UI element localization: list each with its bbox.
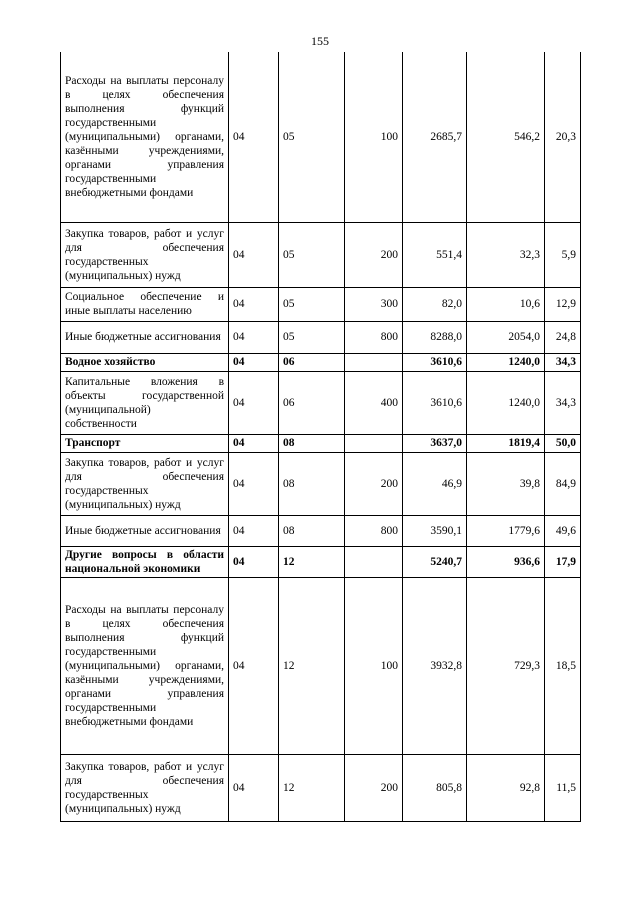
row-planned: 3637,0 (403, 434, 467, 452)
row-section: 04 (229, 452, 279, 515)
row-percent: 50,0 (545, 434, 581, 452)
row-executed: 546,2 (467, 52, 545, 222)
table-row (61, 321, 581, 353)
row-planned: 8288,0 (403, 321, 467, 353)
table-row (61, 287, 581, 321)
table-row (61, 577, 581, 754)
row-name: Водное хозяйство (61, 353, 229, 371)
page-number: 155 (311, 34, 329, 48)
row-subsection: 08 (279, 515, 345, 546)
row-planned: 82,0 (403, 287, 467, 321)
row-name: Другие вопросы в области национальной экономики (61, 546, 229, 577)
row-expense-type: 100 (345, 52, 403, 222)
row-percent: 49,6 (545, 515, 581, 546)
row-percent: 84,9 (545, 452, 581, 515)
row-section: 04 (229, 287, 279, 321)
row-percent: 5,9 (545, 222, 581, 287)
row-name: Расходы на выплаты персоналу в целях обеспечения выполнения функций государственными (муниципальными) органами, казёнными учреждениями, органами управления государственными внебюджетными фондами (61, 577, 229, 754)
row-section: 04 (229, 52, 279, 222)
row-expense-type: 200 (345, 222, 403, 287)
row-expense-type: 800 (345, 321, 403, 353)
row-expense-type: 400 (345, 371, 403, 434)
row-section: 04 (229, 546, 279, 577)
row-name: Капитальные вложения в объекты государственной (муниципальной) собственности (61, 371, 229, 434)
row-planned: 3932,8 (403, 577, 467, 754)
row-subsection: 08 (279, 434, 345, 452)
row-executed: 39,8 (467, 452, 545, 515)
row-planned: 805,8 (403, 754, 467, 821)
row-executed: 2054,0 (467, 321, 545, 353)
row-subsection: 12 (279, 546, 345, 577)
row-percent: 17,9 (545, 546, 581, 577)
table-row (61, 546, 581, 577)
row-subsection: 12 (279, 577, 345, 754)
row-section: 04 (229, 434, 279, 452)
row-executed: 936,6 (467, 546, 545, 577)
row-name: Транспорт (61, 434, 229, 452)
row-section: 04 (229, 222, 279, 287)
row-planned: 3590,1 (403, 515, 467, 546)
row-expense-type: 200 (345, 754, 403, 821)
row-section: 04 (229, 577, 279, 754)
row-name: Закупка товаров, работ и услуг для обеспечения государственных (муниципальных) нужд (61, 222, 229, 287)
row-expense-type (345, 434, 403, 452)
row-executed: 1240,0 (467, 353, 545, 371)
row-name: Расходы на выплаты персоналу в целях обеспечения выполнения функций государственными (муниципальными) органами, казёнными учреждениями, органами управления государственными внебюджетными фондами (61, 52, 229, 222)
row-section: 04 (229, 754, 279, 821)
row-subsection: 08 (279, 452, 345, 515)
row-executed: 10,6 (467, 287, 545, 321)
row-planned: 3610,6 (403, 371, 467, 434)
row-expense-type (345, 546, 403, 577)
row-section: 04 (229, 515, 279, 546)
row-name: Иные бюджетные ассигнования (61, 321, 229, 353)
row-executed: 32,3 (467, 222, 545, 287)
row-planned: 3610,6 (403, 353, 467, 371)
table-row (61, 515, 581, 546)
row-percent: 11,5 (545, 754, 581, 821)
row-section: 04 (229, 321, 279, 353)
row-subsection: 05 (279, 321, 345, 353)
row-expense-type: 200 (345, 452, 403, 515)
row-planned: 5240,7 (403, 546, 467, 577)
row-percent: 18,5 (545, 577, 581, 754)
row-percent: 20,3 (545, 52, 581, 222)
row-subsection: 12 (279, 754, 345, 821)
table-row (61, 754, 581, 821)
table-row (61, 434, 581, 452)
row-subsection: 05 (279, 222, 345, 287)
row-subsection: 06 (279, 353, 345, 371)
budget-table (60, 52, 581, 822)
row-name: Социальное обеспечение и иные выплаты населению (61, 287, 229, 321)
row-section: 04 (229, 353, 279, 371)
row-section: 04 (229, 371, 279, 434)
row-expense-type: 100 (345, 577, 403, 754)
row-percent: 34,3 (545, 353, 581, 371)
table-row (61, 222, 581, 287)
row-executed: 729,3 (467, 577, 545, 754)
row-name: Иные бюджетные ассигнования (61, 515, 229, 546)
row-executed: 92,8 (467, 754, 545, 821)
row-percent: 34,3 (545, 371, 581, 434)
table-row (61, 353, 581, 371)
row-executed: 1240,0 (467, 371, 545, 434)
row-subsection: 06 (279, 371, 345, 434)
row-planned: 551,4 (403, 222, 467, 287)
row-percent: 12,9 (545, 287, 581, 321)
row-name: Закупка товаров, работ и услуг для обеспечения государственных (муниципальных) нужд (61, 754, 229, 821)
row-expense-type: 800 (345, 515, 403, 546)
table-row (61, 52, 581, 222)
table-row (61, 452, 581, 515)
row-expense-type: 300 (345, 287, 403, 321)
row-expense-type (345, 353, 403, 371)
row-planned: 2685,7 (403, 52, 467, 222)
row-executed: 1819,4 (467, 434, 545, 452)
row-percent: 24,8 (545, 321, 581, 353)
table-row (61, 371, 581, 434)
row-name: Закупка товаров, работ и услуг для обеспечения государственных (муниципальных) нужд (61, 452, 229, 515)
row-subsection: 05 (279, 287, 345, 321)
row-subsection: 05 (279, 52, 345, 222)
row-executed: 1779,6 (467, 515, 545, 546)
row-planned: 46,9 (403, 452, 467, 515)
